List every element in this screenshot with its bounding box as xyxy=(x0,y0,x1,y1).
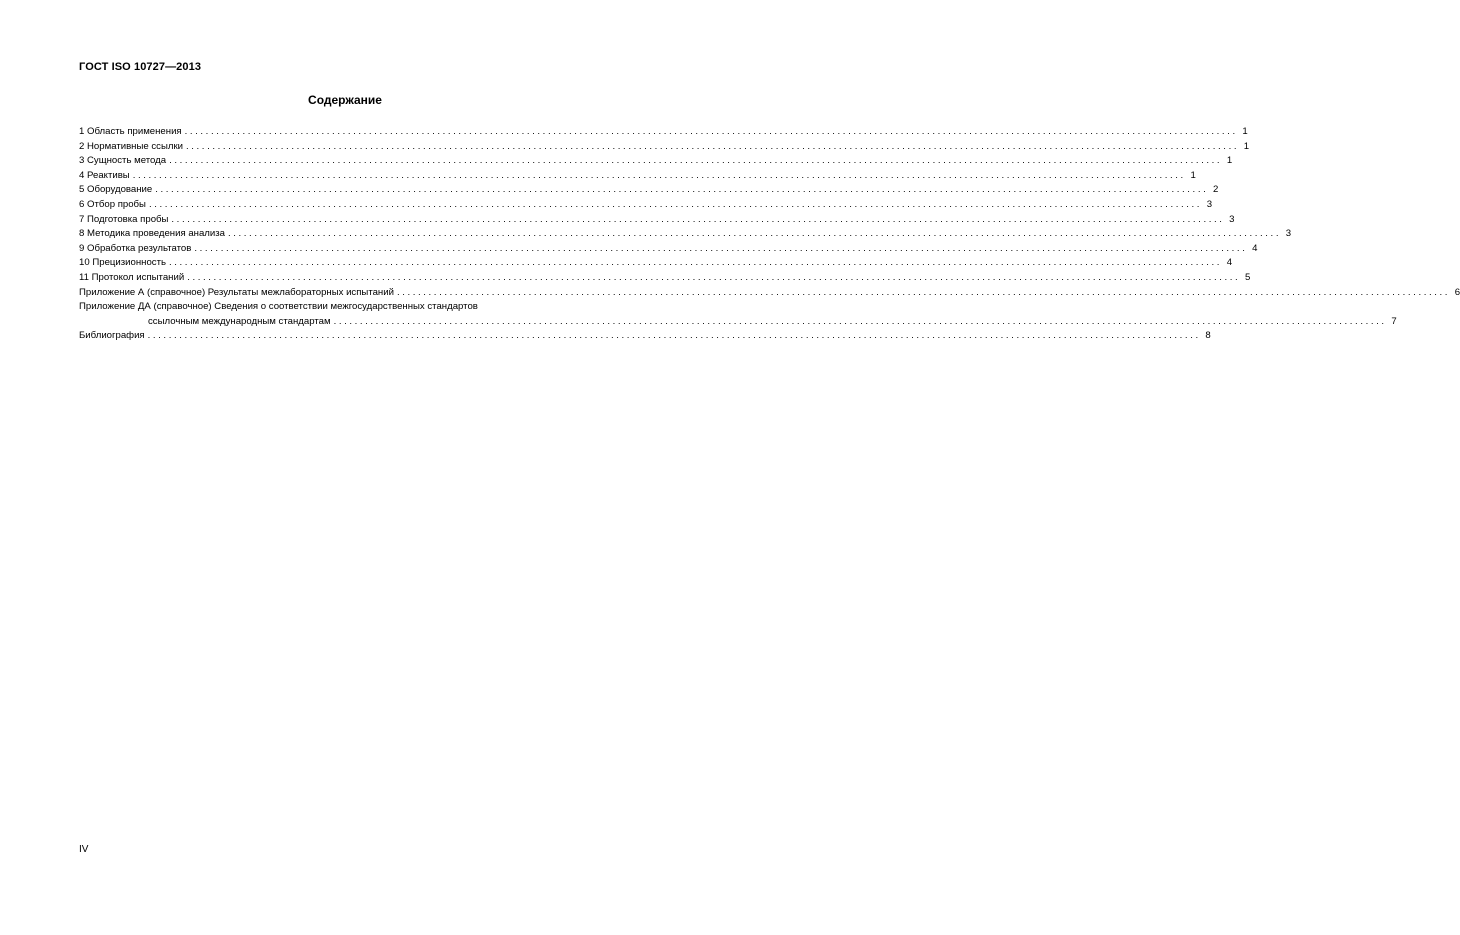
toc-entry-page: 8 xyxy=(1205,330,1211,342)
dot-leader: ........................................................................................................................................................................................................ xyxy=(184,126,1238,137)
toc-entry-page: 3 xyxy=(1285,228,1292,240)
document-standard-id: ГОСТ ISO 10727—2013 xyxy=(79,61,202,73)
toc-title: Содержание xyxy=(308,93,382,107)
toc-entry-label: 6 Отбор пробы xyxy=(79,198,146,210)
dot-leader: ........................................................................................................................................................................................................ xyxy=(187,271,1241,283)
toc-entry[interactable] xyxy=(79,140,1250,155)
toc-entry-label: Библиография xyxy=(79,330,145,342)
toc-entry[interactable] xyxy=(79,198,1213,213)
toc-entry[interactable] xyxy=(79,286,1460,301)
toc-entry-label: 4 Реактивы xyxy=(79,169,130,181)
toc-entry[interactable] xyxy=(79,169,1196,184)
toc-entry-bibliography[interactable] xyxy=(79,329,1211,344)
toc-entry-label: 2 Нормативные ссылки xyxy=(79,140,184,152)
toc-entry-page: 3 xyxy=(1229,213,1235,225)
dot-leader: ........................................................................................................................................................................................................ xyxy=(396,286,1451,298)
toc-entry-label: 7 Подготовка пробы xyxy=(79,213,169,225)
toc-entry[interactable] xyxy=(79,183,1219,198)
dot-leader: ........................................................................................................................................................................................................ xyxy=(148,198,1203,210)
toc-entry-page: 5 xyxy=(1244,271,1251,283)
toc-entry[interactable] xyxy=(79,125,1248,140)
page-number: IV xyxy=(79,844,89,855)
toc-entry-page: 1 xyxy=(1190,169,1196,181)
dot-leader: ........................................................................................................................................................................................................ xyxy=(186,140,1240,152)
toc-entry-page: 1 xyxy=(1243,140,1250,152)
dot-leader: ........................................................................................................................................................................................................ xyxy=(169,155,1223,167)
toc-entry-label: 5 Оборудование xyxy=(79,184,153,196)
toc-entry[interactable] xyxy=(79,213,1235,228)
toc-entry-label: 3 Сущность метода xyxy=(79,155,167,167)
toc-entry-annex-da[interactable] xyxy=(79,300,1397,329)
toc-entry-label: 1 Область применения xyxy=(79,126,182,137)
dot-leader: ........................................................................................................................................................................................................ xyxy=(171,213,1225,225)
toc-entry-label-continued: ссылочным международным стандартам xyxy=(148,315,331,327)
toc-entry[interactable] xyxy=(79,154,1233,169)
toc-entry-label: 11 Протокол испытаний xyxy=(79,271,185,283)
toc-entry-label: 10 Прецизионность xyxy=(79,257,166,269)
toc-entry[interactable] xyxy=(79,242,1258,257)
toc-entry-page: 4 xyxy=(1252,242,1258,254)
dot-leader: ........................................................................................................................................................................................................ xyxy=(168,257,1223,269)
toc-entry[interactable] xyxy=(79,227,1292,242)
table-of-contents xyxy=(79,125,1460,344)
dot-leader: ........................................................................................................................................................................................................ xyxy=(155,184,1209,196)
dot-leader: ........................................................................................................................................................................................................ xyxy=(194,242,1248,254)
toc-entry-page: 1 xyxy=(1226,155,1233,167)
dot-leader: ........................................................................................................................................................................................................ xyxy=(228,228,1282,240)
toc-entry-page: 3 xyxy=(1206,198,1213,210)
toc-entry-page: 1 xyxy=(1242,126,1248,137)
toc-entry-page: 4 xyxy=(1226,257,1233,269)
toc-entry-label: 9 Обработка результатов xyxy=(79,242,192,254)
dot-leader: ........................................................................................................................................................................................................ xyxy=(333,315,1387,327)
toc-entry-label: Приложение ДА (справочное) Сведения о соответствии межгосударственных стандартов xyxy=(79,301,478,313)
toc-entry-continuation xyxy=(79,315,1397,330)
dot-leader: ........................................................................................................................................................................................................ xyxy=(132,169,1186,181)
toc-entry-label: Приложение А (справочное) Результаты межлабораторных испытаний xyxy=(79,286,394,298)
toc-entry-label: 8 Методика проведения анализа xyxy=(79,228,225,240)
toc-entry[interactable] xyxy=(79,271,1251,286)
toc-entry-page: 7 xyxy=(1391,315,1397,327)
toc-entry-page: 2 xyxy=(1213,184,1219,196)
dot-leader: ........................................................................................................................................................................................................ xyxy=(147,330,1201,342)
toc-entry-page: 6 xyxy=(1454,286,1460,298)
toc-entry[interactable] xyxy=(79,256,1233,271)
